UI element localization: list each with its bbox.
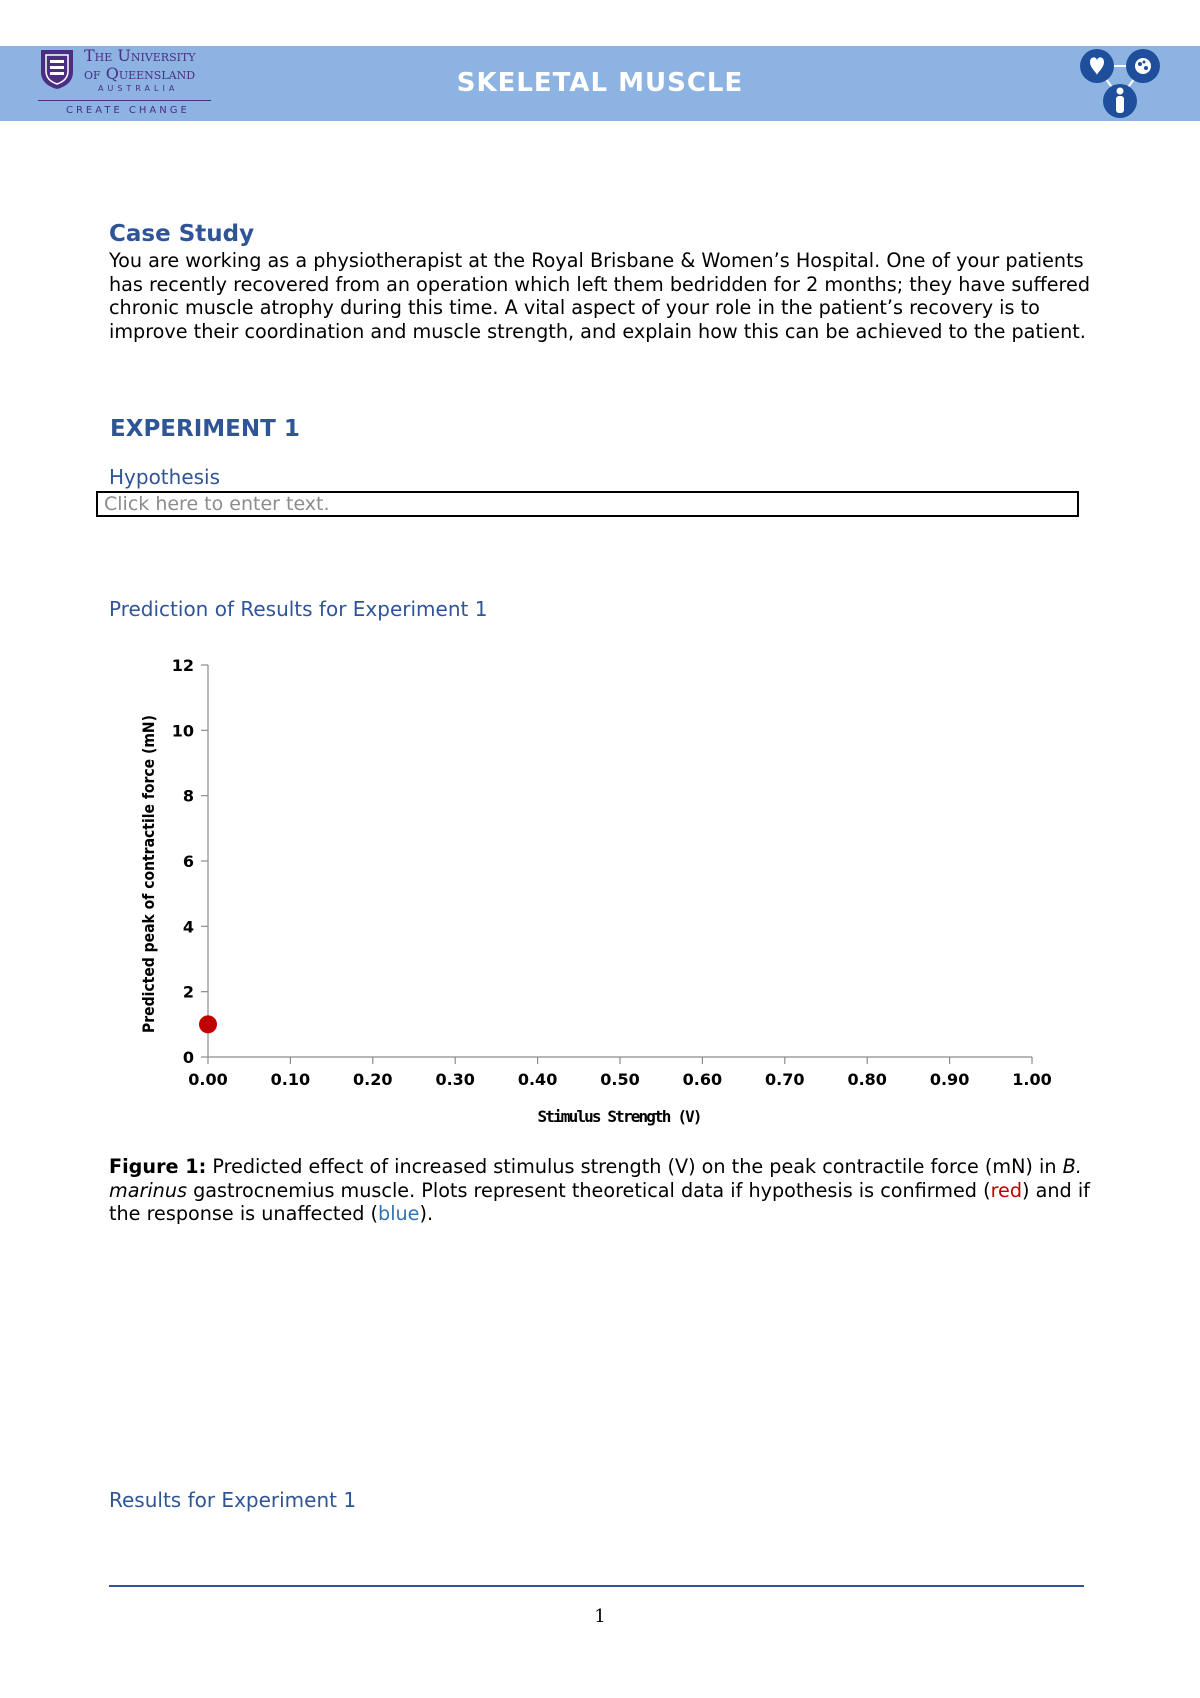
data-point: [199, 1015, 217, 1033]
results-title: Results for Experiment 1: [109, 1488, 357, 1512]
cell-icon: [1126, 49, 1160, 83]
prediction-title: Prediction of Results for Experiment 1: [109, 597, 488, 621]
experiment-title: EXPERIMENT 1: [110, 416, 300, 442]
x-tick-label: 0.60: [682, 1070, 723, 1089]
x-tick-label: 0.80: [847, 1070, 887, 1089]
hypothesis-label: Hypothesis: [109, 465, 221, 489]
y-tick-label: 0: [182, 1048, 194, 1067]
x-tick-label: 0.20: [353, 1070, 393, 1089]
y-tick-label: 2: [182, 982, 194, 1002]
hypothesis-input[interactable]: [96, 491, 1079, 517]
x-tick-label: 0.90: [929, 1070, 970, 1089]
page-number: 1: [594, 1606, 606, 1627]
figure-text-2: gastrocnemius muscle. Plots represent theoretical data if hypothesis is confirmed (: [187, 1178, 991, 1202]
x-tick-label: 0.10: [270, 1070, 311, 1089]
person-icon: [1103, 84, 1137, 118]
y-tick-label: 8: [182, 786, 194, 806]
header-icon-group: [1075, 46, 1165, 121]
figure-label: Figure 1:: [109, 1155, 207, 1178]
prediction-chart: [120, 650, 1060, 1130]
logo-country: AUSTRALIA: [98, 84, 179, 93]
y-tick-label: 6: [182, 852, 194, 871]
x-tick-label: 0.30: [435, 1070, 475, 1089]
figure-blue-word: blue: [378, 1202, 420, 1225]
figure-text-3: ) and if the response is unaffected (: [109, 1178, 1090, 1225]
x-tick-label: 1.00: [1012, 1070, 1052, 1089]
heart-icon: [1080, 49, 1114, 83]
x-tick-label: 0.40: [517, 1070, 558, 1089]
x-tick-label: 0.70: [765, 1070, 805, 1089]
figure-species: B. marinus: [109, 1155, 1082, 1202]
figure-text-1: Predicted effect of increased stimulus strength (V) on the peak contractile force (mN) in: [206, 1155, 1063, 1178]
figure-text-4: ).: [419, 1202, 434, 1225]
logo-name-line1: The University: [84, 46, 196, 65]
case-study-title: Case Study: [109, 221, 255, 247]
figure-red-word: red: [990, 1178, 1023, 1202]
figure-caption: [109, 1155, 1109, 1226]
x-tick-label: 0.50: [600, 1070, 640, 1089]
x-axis-label: Stimulus Strength (V): [537, 1107, 703, 1126]
case-study-body: You are working as a physiotherapist at the Royal Brisbane & Women’s Hospital. One of your patients has recently recovered from an operation which left them bedridden for 2 months; they have suffered chronic muscle atrophy during this time. A vital aspect of your role in the patient’s recovery is to improve their coordination and muscle strength, and explain how this can be achieved to the patient.: [109, 249, 1091, 343]
y-tick-label: 10: [171, 721, 194, 741]
page-title: SKELETAL MUSCLE: [456, 68, 744, 98]
logo-name-line2: of Queensland: [84, 64, 196, 83]
y-tick-label: 4: [182, 917, 194, 937]
x-tick-label: 0.00: [188, 1070, 228, 1089]
y-tick-label: 12: [171, 656, 194, 675]
y-axis-label: Predicted peak of contractile force (mN): [139, 668, 158, 1033]
logo-tagline: CREATE CHANGE: [66, 105, 190, 116]
footer-divider: [109, 1585, 1084, 1587]
